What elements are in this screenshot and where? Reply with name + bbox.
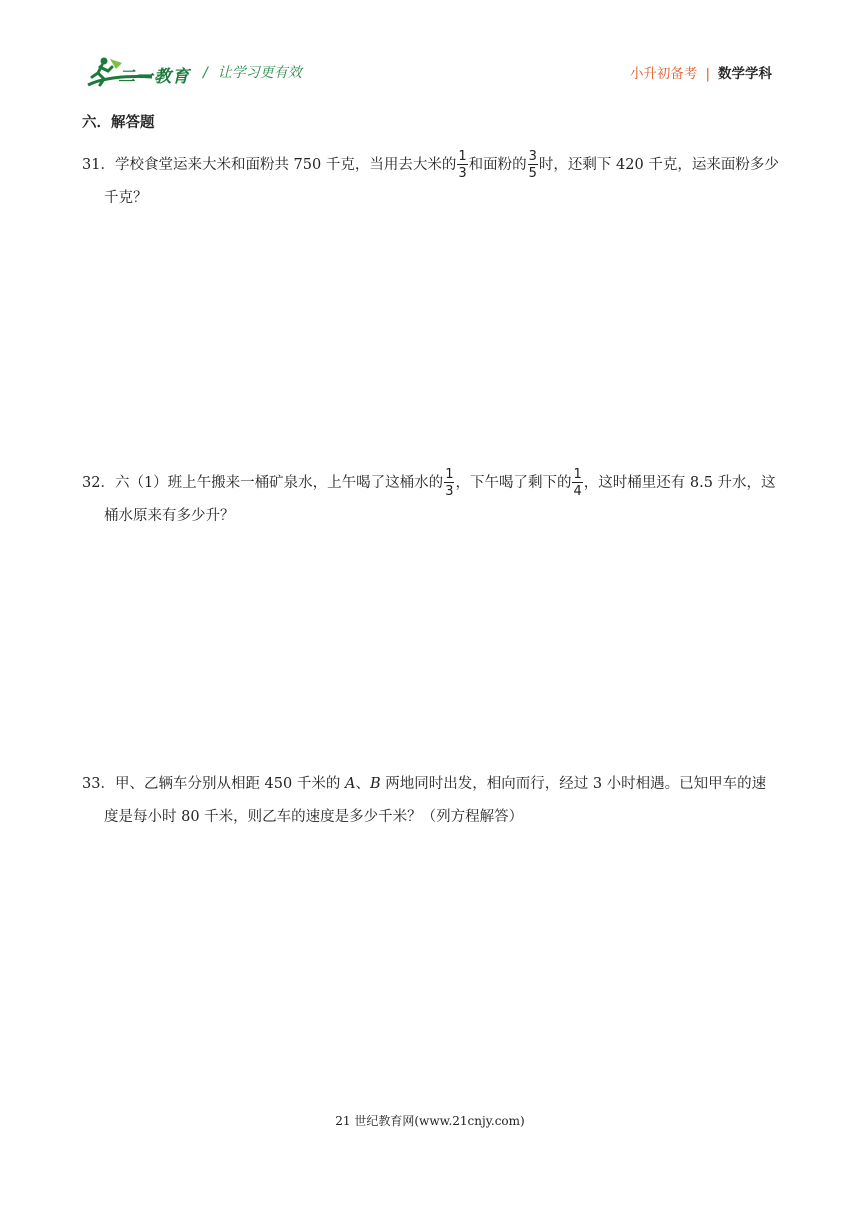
question-number: 32．	[82, 475, 115, 491]
question-text: 学校食堂运来大米和面粉共 750 千克，当用去大米的	[114, 157, 457, 173]
question-32-line1	[82, 468, 776, 498]
fraction: $\frac{3}{5}$	[528, 149, 537, 181]
question-31-line1	[82, 150, 779, 180]
question-text: 六（1）班上午搬来一桶矿泉水，上午喝了这桶水的	[114, 475, 444, 491]
header-right	[630, 62, 772, 82]
section-title: 六．解答题	[82, 115, 155, 131]
question-number: 33．	[82, 776, 115, 792]
question-text: 时，还剩下 420 千克，运来面粉多少	[538, 157, 779, 173]
page-footer: 21 世纪教育网(www.21cnjy.com)	[335, 1114, 525, 1128]
question-32-line2: 桶水原来有多少升？	[104, 508, 235, 524]
question-33-line2: 度是每小时 80 千米，则乙车的速度是多少千米？（列方程解答）	[104, 809, 524, 825]
question-31-line2: 千克？	[104, 190, 148, 206]
page-header	[0, 0, 860, 100]
question-text: 两地同时出发，相向而行，经过 3 小时相遇。已知甲车的速	[380, 776, 767, 792]
header-separator: |	[705, 66, 710, 82]
variable-a: A	[344, 776, 356, 792]
question-33-line1	[82, 777, 766, 792]
logo-text: 二一教育	[118, 67, 190, 87]
fraction: $\frac{1}{3}$	[458, 149, 467, 181]
slogan: / 让学习更有效	[203, 65, 302, 81]
question-text: 甲、乙辆车分别从相距 450 千米的	[114, 776, 345, 792]
fraction: $\frac{1}{3}$	[445, 467, 454, 499]
question-number: 31．	[82, 157, 115, 173]
question-text: ，这时桶里还有 8.5 升水，这	[583, 475, 776, 491]
fraction: $\frac{1}{4}$	[573, 467, 582, 499]
question-text: 和面粉的	[468, 157, 527, 173]
subject-label: 数学学科	[718, 66, 772, 82]
question-text: 、	[355, 776, 370, 792]
variable-b: B	[369, 776, 381, 792]
exam-label: 小升初备考	[629, 66, 698, 82]
question-text: ，下午喝了剩下的	[455, 475, 572, 491]
